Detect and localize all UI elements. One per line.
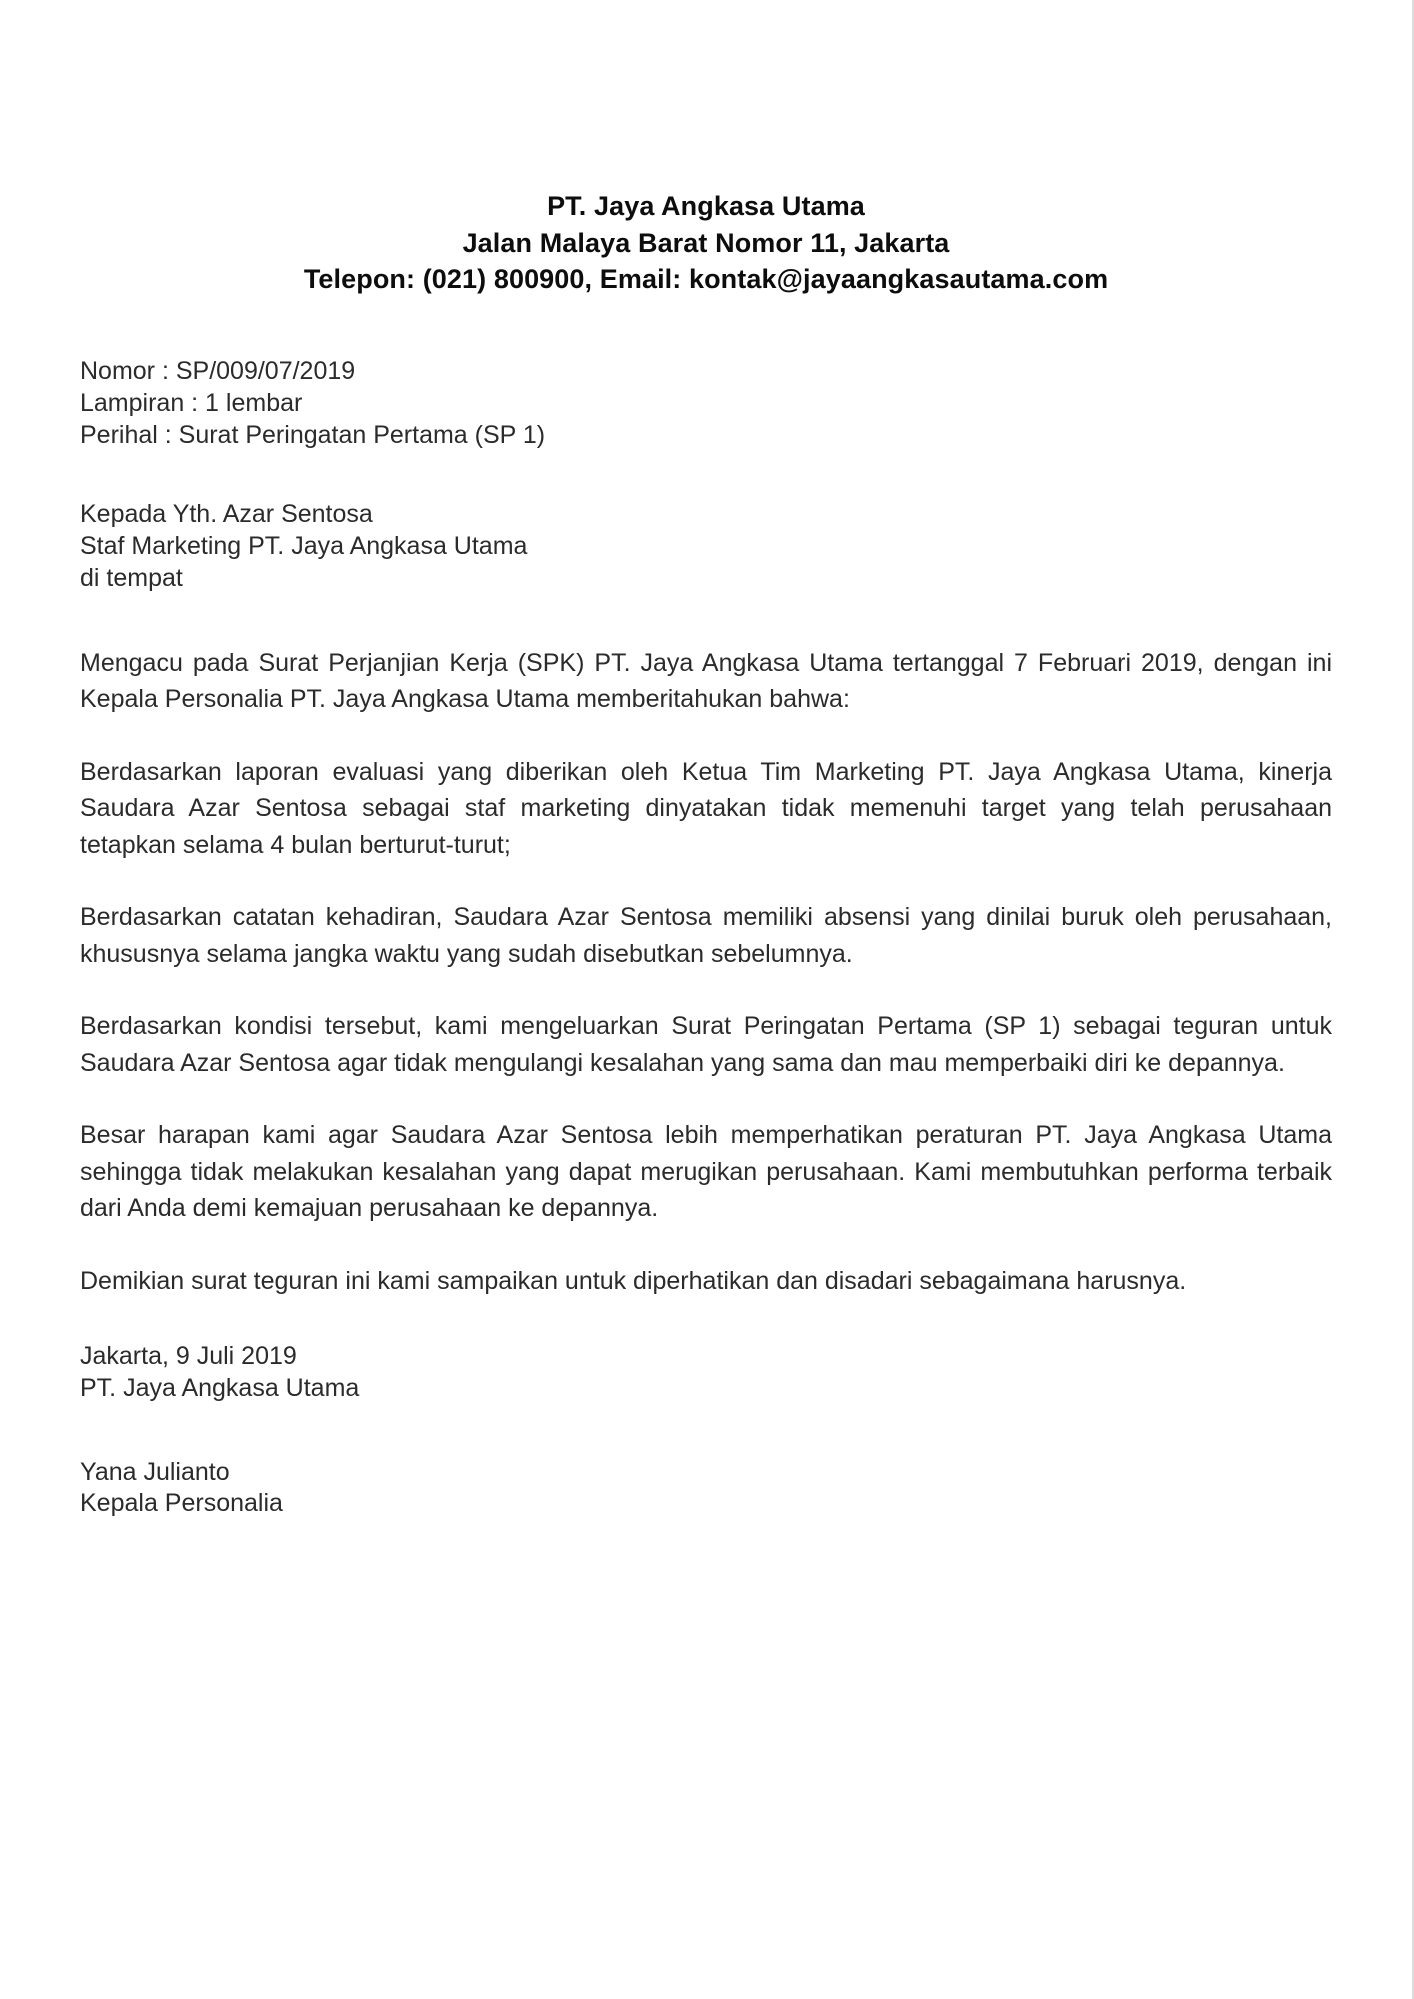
recipient-block — [80, 499, 1332, 594]
recipient-position: Staf Marketing PT. Jaya Angkasa Utama — [80, 532, 528, 561]
letterhead-contact: Telepon: (021) 800900, Email: kontak@jayaangkasautama.com — [303, 264, 1109, 295]
letterhead-company-name: PT. Jaya Angkasa Utama — [547, 191, 865, 221]
signer-title: Kepala Personalia — [80, 1489, 283, 1518]
letter-body — [80, 645, 1332, 1300]
body-paragraph-4: Berdasarkan kondisi tersebut, kami mengeluarkan Surat Peringatan Pertama (SP 1) sebagai teguran untuk Saudara Azar Sentosa agar tidak mengulangi kesalahan yang sama dan mau memperbaiki diri ke depannya. — [80, 1012, 1332, 1077]
closing-company: PT. Jaya Angkasa Utama — [80, 1373, 360, 1402]
signature-block — [80, 1457, 1332, 1521]
body-paragraph-5: Besar harapan kami agar Saudara Azar Sentosa lebih memperhatikan peraturan PT. Jaya Angkasa Utama sehingga tidak melakukan kesalahan yang dapat merugikan perusahaan. Kami membutuhkan performa terbaik dari Anda demi kemajuan perusahaan ke depannya. — [80, 1121, 1332, 1223]
letterhead-address: Jalan Malaya Barat Nomor 11, Jakarta — [462, 227, 950, 258]
recipient-place: di tempat — [80, 563, 183, 592]
letter-sheet — [80, 0, 1332, 1520]
recipient-name: Kepada Yth. Azar Sentosa — [80, 500, 373, 529]
signer-name: Yana Julianto — [80, 1457, 230, 1486]
body-paragraph-3: Berdasarkan catatan kehadiran, Saudara Azar Sentosa memiliki absensi yang dinilai buruk oleh perusahaan, khususnya selama jangka waktu yang sudah disebutkan sebelumnya. — [80, 903, 1332, 968]
closing-place-date: Jakarta, 9 Juli 2019 — [80, 1342, 297, 1371]
letterhead — [80, 188, 1332, 298]
body-paragraph-6: Demikian surat teguran ini kami sampaikan untuk diperhatikan dan disadari sebagaimana harusnya. — [80, 1266, 1187, 1295]
body-paragraph-1: Mengacu pada Surat Perjanjian Kerja (SPK) PT. Jaya Angkasa Utama tertanggal 7 Februari 2019, dengan ini Kepala Personalia PT. Jaya Angkasa Utama memberitahukan bahwa: — [80, 648, 1332, 714]
reference-lampiran: Lampiran : 1 lembar — [80, 388, 303, 417]
reference-perihal: Perihal : Surat Peringatan Pertama (SP 1) — [80, 420, 546, 449]
closing-block — [80, 1341, 1332, 1405]
body-paragraph-2: Berdasarkan laporan evaluasi yang diberikan oleh Ketua Tim Marketing PT. Jaya Angkasa Utama, kinerja Saudara Azar Sentosa sebagai staf marketing dinyatakan tidak memenuhi target yang telah perusahaan tetapkan selama 4 bulan berturut-turut; — [80, 757, 1332, 859]
reference-block — [80, 356, 1332, 451]
reference-nomor: Nomor : SP/009/07/2019 — [80, 357, 356, 386]
